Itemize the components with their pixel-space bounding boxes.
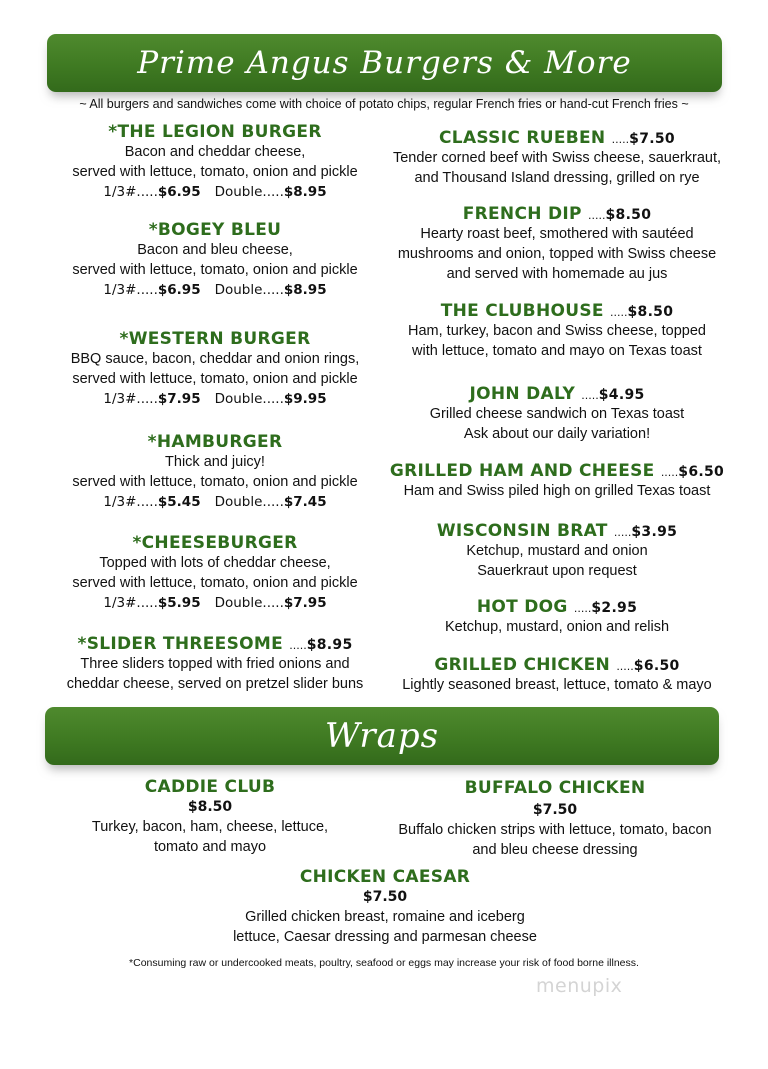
item-desc: Grilled cheese sandwich on Texas toast bbox=[429, 406, 685, 422]
item-desc: served with lettuce, tomato, onion and pickle bbox=[72, 371, 358, 387]
item-title: HOT DOG bbox=[476, 597, 568, 617]
sides-note: ~ All burgers and sandwiches come with choice of potato chips, regular French fries or hand-cut French fries ~ bbox=[79, 97, 689, 111]
wraps-banner bbox=[45, 707, 719, 765]
watermark: menupix bbox=[536, 975, 623, 997]
item-desc: cheddar cheese, served on pretzel slider buns bbox=[66, 676, 364, 692]
price: $7.45 bbox=[283, 494, 327, 510]
size-label: Double..... bbox=[214, 494, 284, 510]
item-name: *HAMBURGER bbox=[147, 432, 283, 452]
item-title: CLASSIC RUEBEN bbox=[439, 128, 606, 148]
price: $8.95 bbox=[306, 637, 353, 653]
wraps-title: Wraps bbox=[324, 716, 440, 756]
item-title: GRILLED HAM AND CHEESE bbox=[389, 461, 655, 481]
item-desc: and bleu cheese dressing bbox=[472, 842, 638, 858]
price: $4.95 bbox=[598, 387, 645, 403]
price: $5.95 bbox=[157, 595, 201, 611]
menu-title: Prime Angus Burgers & More bbox=[137, 45, 632, 81]
item-desc: Ketchup, mustard, onion and relish bbox=[444, 619, 670, 635]
menu-item bbox=[30, 220, 400, 300]
menu-item bbox=[382, 461, 732, 501]
item-sizes bbox=[30, 182, 400, 202]
item-sizes bbox=[30, 593, 400, 613]
price: $8.50 bbox=[627, 304, 674, 320]
menu-item bbox=[30, 533, 400, 613]
item-name: BUFFALO CHICKEN bbox=[464, 778, 646, 798]
price: $8.50 bbox=[605, 207, 652, 223]
item-desc: Bacon and bleu cheese, bbox=[137, 242, 293, 258]
item-desc: served with lettuce, tomato, onion and pickle bbox=[72, 575, 358, 591]
item-desc: Ask about our daily variation! bbox=[463, 426, 651, 442]
menu-item bbox=[382, 301, 732, 361]
item-name: *BOGEY BLEU bbox=[148, 220, 282, 240]
item-desc: Ham, turkey, bacon and Swiss cheese, topped bbox=[408, 323, 706, 339]
leader-dots: ..... bbox=[613, 526, 632, 539]
item-desc: Sauerkraut upon request bbox=[477, 563, 637, 579]
item-desc: Lightly seasoned breast, lettuce, tomato & mayo bbox=[402, 677, 712, 693]
leader-dots: ..... bbox=[660, 466, 679, 479]
price: $5.45 bbox=[157, 494, 201, 510]
size-label: Double..... bbox=[214, 391, 284, 407]
item-name: *CHEESEBURGER bbox=[132, 533, 298, 553]
leader-dots: ..... bbox=[611, 133, 630, 146]
menu-item bbox=[30, 122, 400, 202]
item-desc: Ketchup, mustard and onion bbox=[466, 543, 648, 559]
price: $6.50 bbox=[633, 658, 680, 674]
size-label: 1/3#..... bbox=[103, 391, 158, 407]
leader-dots: ..... bbox=[581, 389, 599, 402]
menu-item bbox=[382, 521, 732, 581]
item-desc: Buffalo chicken strips with lettuce, tomato, bacon bbox=[398, 822, 712, 838]
item-name: *WESTERN BURGER bbox=[119, 329, 311, 349]
item-desc: Tender corned beef with Swiss cheese, sauerkraut, bbox=[392, 150, 722, 166]
item-desc: Hearty roast beef, smothered with sautéed bbox=[420, 226, 694, 242]
sandwiches-column bbox=[382, 128, 732, 702]
item-desc: lettuce, Caesar dressing and parmesan cheese bbox=[233, 929, 537, 945]
menu-item bbox=[382, 128, 732, 188]
price: $2.95 bbox=[591, 600, 638, 616]
item-desc: served with lettuce, tomato, onion and pickle bbox=[72, 164, 358, 180]
menu-item bbox=[30, 634, 400, 694]
price: $7.95 bbox=[157, 391, 201, 407]
wrap-item bbox=[60, 777, 360, 857]
item-name bbox=[382, 597, 732, 617]
item-desc: Thick and juicy! bbox=[165, 454, 265, 470]
leader-dots: ..... bbox=[573, 602, 592, 615]
size-label: Double..... bbox=[214, 184, 284, 200]
item-desc: served with lettuce, tomato, onion and pickle bbox=[72, 262, 358, 278]
item-title: JOHN DALY bbox=[469, 384, 576, 404]
wrap-item bbox=[382, 778, 728, 860]
item-desc: mushrooms and onion, topped with Swiss cheese bbox=[397, 246, 717, 262]
wrap-item bbox=[220, 867, 550, 947]
price: $9.95 bbox=[283, 391, 327, 407]
menu-item bbox=[30, 432, 400, 512]
item-desc: Turkey, bacon, ham, cheese, lettuce, bbox=[91, 819, 329, 835]
item-name bbox=[382, 384, 732, 404]
item-desc: Topped with lots of cheddar cheese, bbox=[99, 555, 331, 571]
item-desc: Ham and Swiss piled high on grilled Texas toast bbox=[403, 483, 711, 499]
size-label: 1/3#..... bbox=[103, 494, 158, 510]
item-desc: served with lettuce, tomato, onion and pickle bbox=[72, 474, 358, 490]
item-name: *THE LEGION BURGER bbox=[108, 122, 322, 142]
price: $8.95 bbox=[283, 282, 327, 298]
item-desc: with lettuce, tomato and mayo on Texas toast bbox=[412, 343, 702, 359]
item-desc: and Thousand Island dressing, grilled on rye bbox=[414, 170, 700, 186]
item-sizes bbox=[30, 492, 400, 512]
menu-item bbox=[382, 655, 732, 695]
size-label: Double..... bbox=[214, 282, 284, 298]
menu-item bbox=[382, 384, 732, 444]
item-title: THE CLUBHOUSE bbox=[440, 301, 604, 321]
item-sizes bbox=[30, 280, 400, 300]
header-banner bbox=[47, 34, 722, 92]
item-desc: BBQ sauce, bacon, cheddar and onion rings, bbox=[70, 351, 360, 367]
item-name bbox=[30, 634, 400, 654]
item-desc: Grilled chicken breast, romaine and iceberg bbox=[245, 909, 525, 925]
price: $6.50 bbox=[678, 464, 725, 480]
price: $8.50 bbox=[187, 799, 233, 815]
food-safety-disclaimer: *Consuming raw or undercooked meats, poultry, seafood or eggs may increase your risk of food borne illness. bbox=[129, 957, 639, 969]
price: $7.50 bbox=[532, 802, 578, 818]
price: $8.95 bbox=[283, 184, 327, 200]
price: $6.95 bbox=[157, 184, 201, 200]
price: $7.95 bbox=[283, 595, 327, 611]
item-title: GRILLED CHICKEN bbox=[434, 655, 611, 675]
item-name bbox=[382, 521, 732, 541]
leader-dots: ..... bbox=[610, 306, 628, 319]
size-label: 1/3#..... bbox=[103, 282, 158, 298]
item-desc: Bacon and cheddar cheese, bbox=[124, 144, 306, 160]
item-name bbox=[382, 655, 732, 675]
price: $6.95 bbox=[157, 282, 201, 298]
price: $7.50 bbox=[629, 131, 675, 147]
size-label: 1/3#..... bbox=[103, 184, 158, 200]
item-title: *SLIDER THREESOME bbox=[77, 634, 283, 654]
item-desc: and served with homemade au jus bbox=[446, 266, 668, 282]
leader-dots: ..... bbox=[289, 639, 307, 652]
price: $7.50 bbox=[362, 889, 408, 905]
item-sizes bbox=[30, 389, 400, 409]
item-name bbox=[382, 301, 732, 321]
menu-item bbox=[30, 329, 400, 409]
item-desc: Three sliders topped with fried onions and bbox=[80, 656, 350, 672]
menu-item bbox=[382, 597, 732, 637]
size-label: 1/3#..... bbox=[103, 595, 158, 611]
leader-dots: ..... bbox=[588, 209, 606, 222]
item-name bbox=[382, 461, 732, 481]
item-name bbox=[382, 204, 732, 224]
item-desc: tomato and mayo bbox=[153, 839, 267, 855]
item-name: CADDIE CLUB bbox=[144, 777, 276, 797]
item-title: WISCONSIN BRAT bbox=[436, 521, 608, 541]
item-name bbox=[382, 128, 732, 148]
size-label: Double..... bbox=[214, 595, 284, 611]
item-name: CHICKEN CAESAR bbox=[299, 867, 471, 887]
item-title: FRENCH DIP bbox=[462, 204, 582, 224]
burgers-column bbox=[30, 122, 400, 702]
leader-dots: ..... bbox=[616, 660, 634, 673]
price: $3.95 bbox=[631, 524, 678, 540]
menu-item bbox=[382, 204, 732, 284]
